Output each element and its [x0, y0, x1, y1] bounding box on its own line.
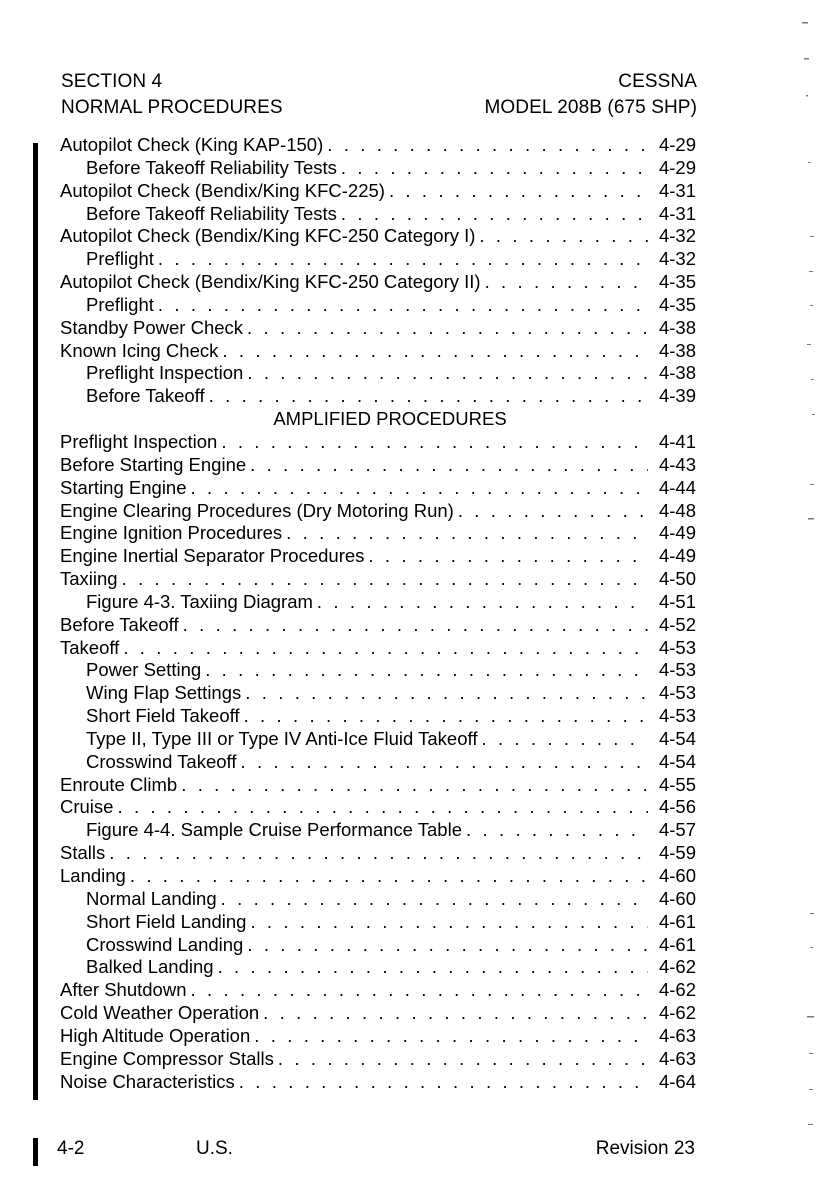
toc-entry: [60, 545, 696, 568]
toc-entry-page: 4-53: [658, 705, 696, 727]
table-of-contents: [60, 134, 696, 1093]
toc-entry-title: Taxiing: [60, 568, 118, 590]
toc-entry-page: 4-53: [658, 636, 696, 658]
toc-entry-title: Preflight Inspection: [60, 430, 218, 452]
dot-leader: [250, 454, 648, 477]
toc-subentry: [60, 888, 696, 911]
toc-entry-page: 4-63: [658, 1024, 696, 1046]
toc-entry-page: 4-60: [658, 887, 696, 909]
toc-entry: [60, 180, 696, 203]
dot-leader: [254, 1025, 648, 1048]
toc-entry: [60, 431, 696, 454]
toc-entry-title: Autopilot Check (Bendix/King KFC-250 Category II): [60, 271, 481, 293]
toc-entry-page: 4-55: [658, 773, 696, 795]
dot-leader: [341, 203, 648, 226]
toc-entry-page: 4-35: [658, 271, 696, 293]
dot-leader: [458, 500, 648, 523]
toc-entry: [60, 796, 696, 819]
toc-entry-page: 4-32: [658, 248, 696, 270]
toc-entry: [60, 454, 696, 477]
toc-entry-title: Takeoff: [60, 636, 120, 658]
toc-subentry: [60, 705, 696, 728]
toc-entry-page: 4-61: [658, 910, 696, 932]
toc-section-heading: AMPLIFIED PROCEDURES: [273, 408, 507, 430]
dot-leader: [466, 819, 648, 842]
toc-entry-title: Autopilot Check (Bendix/King KFC-225): [60, 179, 385, 201]
toc-entry-title: Wing Flap Settings: [86, 682, 242, 704]
toc-entry-page: 4-54: [658, 727, 696, 749]
edition-label: U.S.: [196, 1138, 233, 1159]
toc-entry-title: Noise Characteristics: [60, 1070, 235, 1092]
dot-leader: [245, 682, 648, 705]
dot-leader: [317, 591, 648, 614]
dot-leader: [158, 248, 648, 271]
toc-entry-page: 4-48: [658, 499, 696, 521]
dot-leader: [479, 225, 648, 248]
dot-leader: [247, 934, 648, 957]
toc-entry-title: Type II, Type III or Type IV Anti-Ice Fluid Takeoff: [86, 727, 478, 749]
toc-entry-page: 4-49: [658, 522, 696, 544]
toc-entry-page: 4-49: [658, 545, 696, 567]
toc-entry-page: 4-54: [658, 750, 696, 772]
toc-entry: [60, 340, 696, 363]
toc-entry: [60, 225, 696, 248]
toc-subentry: [60, 934, 696, 957]
toc-entry-title: Short Field Landing: [86, 910, 247, 932]
dot-leader: [222, 340, 648, 363]
toc-entry-page: 4-61: [658, 933, 696, 955]
dot-leader: [221, 431, 648, 454]
toc-entry-page: 4-63: [658, 1047, 696, 1069]
dot-leader: [286, 522, 648, 545]
toc-entry: [60, 979, 696, 1002]
dot-leader: [240, 751, 648, 774]
toc-subentry: [60, 591, 696, 614]
toc-entry: [60, 271, 696, 294]
toc-entry-title: Short Field Takeoff: [86, 705, 240, 727]
revision-change-bar-footer: [33, 1138, 38, 1166]
section-title: NORMAL PROCEDURES: [61, 97, 283, 118]
toc-entry-title: Standby Power Check: [60, 316, 244, 338]
toc-subentry: [60, 248, 696, 271]
dot-leader: [183, 614, 648, 637]
toc-entry-title: Before Takeoff: [86, 385, 205, 407]
dot-leader: [263, 1002, 648, 1025]
dot-leader: [389, 180, 648, 203]
page-number: 4-2: [57, 1138, 85, 1159]
toc-entry-title: Crosswind Takeoff: [86, 750, 237, 772]
toc-entry-page: 4-31: [658, 202, 696, 224]
toc-entry-title: Stalls: [60, 842, 106, 864]
dot-leader: [218, 956, 648, 979]
toc-entry-page: 4-31: [658, 179, 696, 201]
dot-leader: [327, 134, 648, 157]
toc-entry-title: Cruise: [60, 796, 114, 818]
toc-entry-page: 4-38: [658, 316, 696, 338]
toc-entry-title: Known Icing Check: [60, 339, 219, 361]
dot-leader: [278, 1048, 648, 1071]
toc-entry-title: Before Takeoff Reliability Tests: [86, 202, 337, 224]
dot-leader: [122, 568, 648, 591]
dot-leader: [481, 728, 648, 751]
toc-entry-title: Engine Ignition Procedures: [60, 522, 283, 544]
toc-entry-page: 4-52: [658, 613, 696, 635]
toc-entry-page: 4-29: [658, 134, 696, 155]
toc-entry: [60, 317, 696, 340]
scan-edge-specks: [780, 0, 840, 1187]
toc-entry: [60, 568, 696, 591]
toc-entry-page: 4-29: [658, 156, 696, 178]
toc-entry-page: 4-35: [658, 293, 696, 315]
toc-entry-title: Before Starting Engine: [60, 453, 247, 475]
revision-label: Revision 23: [595, 1138, 695, 1159]
toc-entry-page: 4-43: [658, 453, 696, 475]
dot-leader: [181, 774, 648, 797]
toc-entry: [60, 500, 696, 523]
toc-entry-title: After Shutdown: [60, 979, 187, 1001]
toc-subentry: [60, 385, 696, 408]
dot-leader: [221, 888, 648, 911]
dot-leader: [247, 362, 648, 385]
revision-change-bar: [33, 143, 38, 1100]
toc-subentry: [60, 203, 696, 226]
toc-entry-title: Cold Weather Operation: [60, 1002, 260, 1024]
toc-entry-page: 4-56: [658, 796, 696, 818]
toc-subentry: [60, 956, 696, 979]
toc-subentry: [60, 911, 696, 934]
toc-entry: [60, 1002, 696, 1025]
dot-leader: [117, 796, 648, 819]
toc-entry-page: 4-44: [658, 476, 696, 498]
toc-entry-page: 4-60: [658, 865, 696, 886]
toc-entry: [60, 522, 696, 545]
dot-leader: [191, 477, 648, 500]
toc-subentry: [60, 294, 696, 317]
manufacturer: CESSNA: [618, 71, 697, 92]
dot-leader: [244, 705, 648, 728]
toc-subentry: [60, 819, 696, 842]
dot-leader: [191, 979, 649, 1002]
toc-entry-page: 4-41: [658, 430, 696, 452]
section-label: SECTION 4: [61, 71, 163, 92]
toc-entry-title: Figure 4-3. Taxiing Diagram: [86, 590, 313, 612]
toc-subentry: [60, 728, 696, 751]
toc-entry-title: Starting Engine: [60, 476, 187, 498]
toc-entry-title: High Altitude Operation: [60, 1024, 251, 1046]
dot-leader: [250, 911, 648, 934]
toc-entry-page: 4-53: [658, 682, 696, 704]
toc-entry-title: Crosswind Landing: [86, 933, 244, 955]
toc-entry-title: Autopilot Check (Bendix/King KFC-250 Category I): [60, 225, 476, 247]
toc-entry: [60, 1025, 696, 1048]
toc-entry-title: Enroute Climb: [60, 773, 178, 795]
toc-entry: [60, 477, 696, 500]
dot-leader: [209, 385, 648, 408]
dot-leader: [158, 294, 648, 317]
toc-entry-page: 4-53: [658, 659, 696, 681]
toc-entry-title: Autopilot Check (King KAP-150): [60, 134, 324, 155]
toc-entry: [60, 1048, 696, 1071]
toc-entry-page: 4-62: [658, 956, 696, 978]
toc-entry-title: Engine Clearing Procedures (Dry Motoring Run): [60, 499, 454, 521]
toc-entry: [60, 774, 696, 797]
toc-entry-title: Engine Compressor Stalls: [60, 1047, 274, 1069]
toc-entry-page: 4-50: [658, 568, 696, 590]
toc-entry: [60, 134, 696, 157]
toc-entry-page: 4-62: [658, 1002, 696, 1024]
toc-entry-page: 4-64: [658, 1070, 696, 1092]
toc-subentry: [60, 659, 696, 682]
toc-entry-title: Before Takeoff Reliability Tests: [86, 156, 337, 178]
toc-entry-page: 4-39: [658, 385, 696, 407]
toc-entry: [60, 842, 696, 865]
toc-entry-title: Power Setting: [86, 659, 202, 681]
dot-leader: [368, 545, 648, 568]
toc-subentry: [60, 362, 696, 385]
toc-subentry: [60, 157, 696, 180]
model-designation: MODEL 208B (675 SHP): [484, 97, 697, 118]
toc-entry: [60, 1071, 696, 1094]
dot-leader: [341, 157, 648, 180]
dot-leader: [247, 317, 648, 340]
toc-entry-page: 4-32: [658, 225, 696, 247]
toc-entry-title: Landing: [60, 865, 126, 886]
dot-leader: [239, 1071, 648, 1094]
dot-leader: [130, 865, 648, 888]
toc-entry-title: Normal Landing: [86, 887, 217, 909]
toc-entry-page: 4-51: [658, 590, 696, 612]
toc-entry-page: 4-38: [658, 339, 696, 361]
toc-subentry: [60, 751, 696, 774]
toc-entry-page: 4-62: [658, 979, 696, 1001]
dot-leader: [205, 659, 648, 682]
toc-subentry: [60, 682, 696, 705]
toc-entry: [60, 614, 696, 637]
toc-entry: [60, 637, 696, 660]
dot-leader: [123, 637, 648, 660]
dot-leader: [109, 842, 648, 865]
toc-entry-title: Preflight: [86, 293, 154, 315]
toc-entry-title: Balked Landing: [86, 956, 214, 978]
toc-entry-page: 4-38: [658, 362, 696, 384]
toc-entry: [60, 865, 696, 888]
toc-entry-page: 4-59: [658, 842, 696, 864]
toc-entry-title: Preflight Inspection: [86, 362, 244, 384]
dot-leader: [485, 271, 648, 294]
toc-entry-title: Before Takeoff: [60, 613, 179, 635]
toc-entry-title: Figure 4-4. Sample Cruise Performance Table: [86, 819, 462, 841]
toc-entry-page: 4-57: [658, 819, 696, 841]
toc-entry-title: Preflight: [86, 248, 154, 270]
toc-entry-title: Engine Inertial Separator Procedures: [60, 545, 365, 567]
